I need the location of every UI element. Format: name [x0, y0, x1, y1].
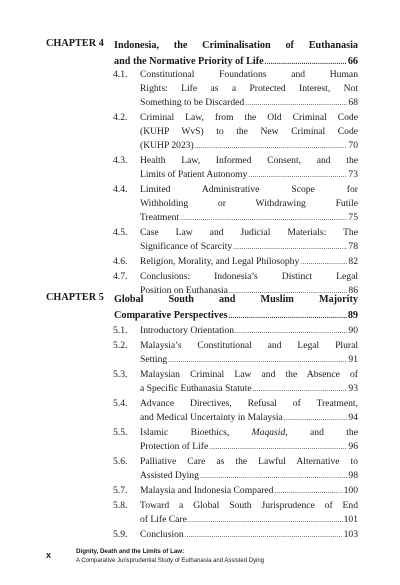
section-title — [140, 255, 358, 269]
dot-leader — [253, 382, 348, 396]
chapter-title-line: Global South and Muslim Majority — [114, 294, 358, 305]
section-title-line: and Medical Uncertainty in Malaysia — [140, 412, 283, 423]
section-title-line: Introductory Orientation — [140, 325, 235, 336]
toc-section-entry — [113, 183, 358, 225]
dot-leader — [168, 353, 347, 367]
section-title-line: Religion, Morality, and Legal Philosophy — [140, 256, 300, 267]
page-number: 75 — [348, 212, 358, 223]
dot-leader — [195, 139, 348, 153]
section-title-line: Conclusions: Indonesia’s Distinct Legal — [140, 271, 358, 282]
section-title-line: Significance of Scarcity — [140, 241, 233, 252]
toc-section-entry — [113, 499, 358, 527]
footer-book-title: Dignity, Death and the Limits of Law: — [76, 548, 185, 555]
section-title-line: Something to be Discarded — [140, 97, 245, 108]
section-number: 4.4. — [113, 184, 128, 195]
chapter-label: CHAPTER 5 — [46, 292, 104, 303]
section-title — [140, 455, 358, 483]
section-title-line: Malaysian Criminal Law and the Absence of — [140, 369, 358, 380]
toc-section-entry — [113, 154, 358, 182]
page-number: 90 — [348, 325, 358, 336]
chapter-title-line: Comparative Perspectives — [114, 310, 228, 321]
footer-book-subtitle: A Comparative Jurisprudential Study of Euthanasia and Assisted Dying — [76, 558, 265, 564]
section-title-line: Toward a Global South Jurisprudence of End — [140, 500, 358, 511]
section-number: 4.5. — [113, 227, 128, 238]
page-number: 89 — [347, 310, 358, 321]
section-title — [140, 324, 358, 338]
section-title-line: Rights: Life as a Protected Interest, Not — [140, 83, 358, 94]
dot-leader — [235, 324, 347, 338]
section-title-line: Limits of Patient Autonomy — [140, 169, 248, 180]
toc-section-entry — [113, 528, 358, 542]
page-number: 98 — [348, 470, 358, 481]
section-number: 5.2. — [113, 340, 128, 351]
section-number: 5.4. — [113, 398, 128, 409]
dot-leader — [228, 308, 346, 324]
section-title-line: Criminal Law, from the Old Criminal Code — [140, 112, 358, 123]
section-number: 4.6. — [113, 256, 128, 267]
toc-section-entry — [113, 226, 358, 254]
toc-section-entry — [113, 455, 358, 483]
chapter-label: CHAPTER 4 — [46, 38, 104, 49]
page-number: 94 — [348, 412, 358, 423]
section-number: 5.6. — [113, 456, 128, 467]
section-number: 4.3. — [113, 155, 128, 166]
section-number: 5.5. — [113, 427, 128, 438]
section-number: 5.9. — [113, 529, 128, 540]
section-title-line: Palliative Care as the Lawful Alternative to — [140, 456, 358, 467]
page-number: 103 — [343, 529, 358, 540]
page-number: 86 — [348, 285, 358, 296]
section-title-line: Assisted Dying — [140, 470, 199, 481]
page-number: 82 — [348, 256, 358, 267]
page-number: 66 — [347, 56, 358, 67]
dot-leader — [248, 168, 347, 182]
section-title-line: Advance Directives, Refusal of Treatment, — [140, 398, 358, 409]
toc-section-entry — [113, 68, 358, 110]
page-number: 70 — [348, 140, 358, 151]
toc-section-entry — [113, 426, 358, 454]
section-title-line: Setting — [140, 354, 168, 365]
page-number: 101 — [343, 514, 358, 525]
toc-section-entry — [113, 339, 358, 367]
section-title-line: Islamic Bioethics, Maqasid, and the — [140, 427, 358, 438]
chapter-title-line: and the Normative Priority of Life — [114, 56, 264, 67]
section-title-line: Health Law, Informed Consent, and the — [140, 155, 358, 166]
page-number: 100 — [343, 485, 358, 496]
section-number: 4.1. — [113, 69, 128, 80]
toc-section-entry — [113, 324, 358, 338]
section-title — [140, 528, 358, 542]
section-title-line: Constitutional Foundations and Human — [140, 69, 358, 80]
toc-section-entry — [113, 255, 358, 269]
section-number: 4.7. — [113, 271, 128, 282]
section-title — [140, 426, 358, 454]
dot-leader — [300, 255, 347, 269]
toc-section-entry — [113, 484, 358, 498]
page-number: 91 — [348, 354, 358, 365]
chapter-4-sections — [113, 68, 358, 299]
dot-leader — [209, 440, 347, 454]
dot-leader — [274, 484, 342, 498]
dot-leader — [188, 513, 343, 527]
section-number: 5.8. — [113, 500, 128, 511]
section-title — [140, 397, 358, 425]
page-number: 78 — [348, 241, 358, 252]
dot-leader — [284, 411, 348, 425]
section-number: 5.7. — [113, 485, 128, 496]
section-title — [140, 111, 358, 153]
page-number: 73 — [348, 169, 358, 180]
chapter-title — [114, 292, 358, 324]
section-number: 5.1. — [113, 325, 128, 336]
section-title — [140, 339, 358, 367]
page-number: 93 — [348, 383, 358, 394]
section-title-line: Treatment — [140, 212, 180, 223]
section-number: 5.3. — [113, 369, 128, 380]
toc-section-entry — [113, 368, 358, 396]
section-title-line: a Specific Euthanasia Statute — [140, 383, 252, 394]
section-title — [140, 499, 358, 527]
chapter-title — [114, 38, 358, 70]
footer-page-number: x — [46, 550, 52, 560]
chapter-4-heading — [46, 38, 358, 70]
section-title — [140, 154, 358, 182]
section-title-line: Protection of Life — [140, 441, 209, 452]
toc-section-entry — [113, 397, 358, 425]
dot-leader — [233, 240, 347, 254]
dot-leader — [180, 211, 347, 225]
section-title — [140, 484, 358, 498]
page-number: 96 — [348, 441, 358, 452]
toc-section-entry — [113, 111, 358, 153]
section-title — [140, 68, 358, 110]
section-title-line: Malaysia and Indonesia Compared — [140, 485, 274, 496]
chapter-title-line: Indonesia, the Criminalisation of Euthanasia — [114, 40, 358, 51]
page-number: 68 — [348, 97, 358, 108]
section-title — [140, 368, 358, 396]
dot-leader — [185, 528, 343, 542]
section-title-line: (KUHP 2023) — [140, 140, 194, 151]
section-title-line: Position on Euthanasia — [140, 285, 228, 296]
section-title — [140, 226, 358, 254]
section-title-line: Case Law and Judicial Materials: The — [140, 227, 358, 238]
dot-leader — [245, 96, 347, 110]
section-title-line: Conclusion — [140, 529, 184, 540]
dot-leader — [200, 469, 348, 483]
section-title-line: Withholding or Withdrawing Futile — [140, 198, 358, 209]
section-title-line: Malaysia’s Constitutional and Legal Plural — [140, 340, 358, 351]
section-title-line: Limited Administrative Scope for — [140, 184, 358, 195]
chapter-5-sections — [113, 324, 358, 543]
section-title — [140, 183, 358, 225]
section-title-line: of Life Care — [140, 514, 187, 525]
section-number: 4.2. — [113, 112, 128, 123]
section-title-line: (KUHP WvS) to the New Criminal Code — [140, 126, 358, 137]
chapter-5-heading — [46, 292, 358, 324]
